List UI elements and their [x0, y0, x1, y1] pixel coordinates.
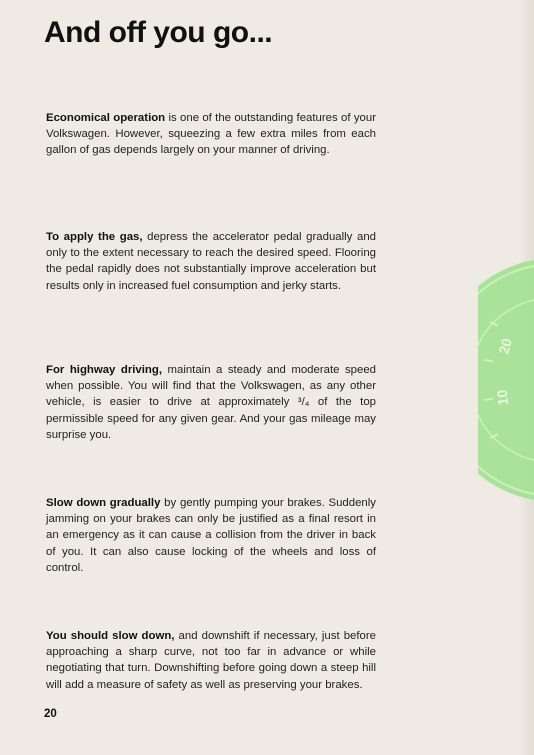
page-number: 20 — [44, 708, 57, 720]
paragraph-apply-gas — [46, 229, 376, 294]
paragraph-slow-down-gradually — [46, 495, 376, 576]
dial-number-10: 10 — [493, 389, 511, 407]
paragraph-lead: For highway driving, — [46, 364, 163, 376]
speedometer-dial-icon — [478, 260, 534, 500]
paragraph-text: depress the accelerator pedal gradually and only to the extent necessary to reach the desired speed. Flooring the pedal rapidly does not substantially improve acceleration but results only in increased fuel consumption and jerky starts. — [46, 231, 376, 292]
dial-face — [478, 260, 534, 500]
paragraph-economical-operation — [46, 110, 376, 159]
paragraph-lead: To apply the gas, — [46, 231, 143, 243]
paragraph-text: by gently pumping your brakes. Suddenly jamming on your brakes can only be justified as a final resort in an emergency as it can cause a collision from the driver in back of you. It can also cause locking of the wheels and loss of control. — [46, 497, 376, 574]
paragraph-lead: Economical operation — [46, 112, 166, 124]
paragraph-slow-down-curves — [46, 628, 376, 693]
dial-number-20: 20 — [495, 336, 515, 356]
page-title: And off you go... — [44, 16, 273, 49]
paragraph-highway-driving — [46, 362, 376, 443]
paragraph-lead: Slow down gradually — [46, 497, 161, 509]
paragraph-text: is one of the outstanding features of your Volkswagen. However, squeezing a few extra miles from each gallon of gas depends largely on your manner of driving. — [46, 112, 376, 157]
paragraph-text: maintain a steady and moderate speed when possible. You will find that the Volkswagen, as any other vehicle, is easier to drive at approximately ³/₄ of the top permissible speed for any given gear. And your gas mileage may surprise you. — [46, 364, 376, 441]
paragraph-text: and downshift if necessary, just before approaching a sharp curve, not too far in advance or while negotiating that turn. Downshifting before going down a steep hill will add a measure of safety as well as preserving your brakes. — [46, 630, 376, 691]
paragraph-lead: You should slow down, — [46, 630, 175, 642]
